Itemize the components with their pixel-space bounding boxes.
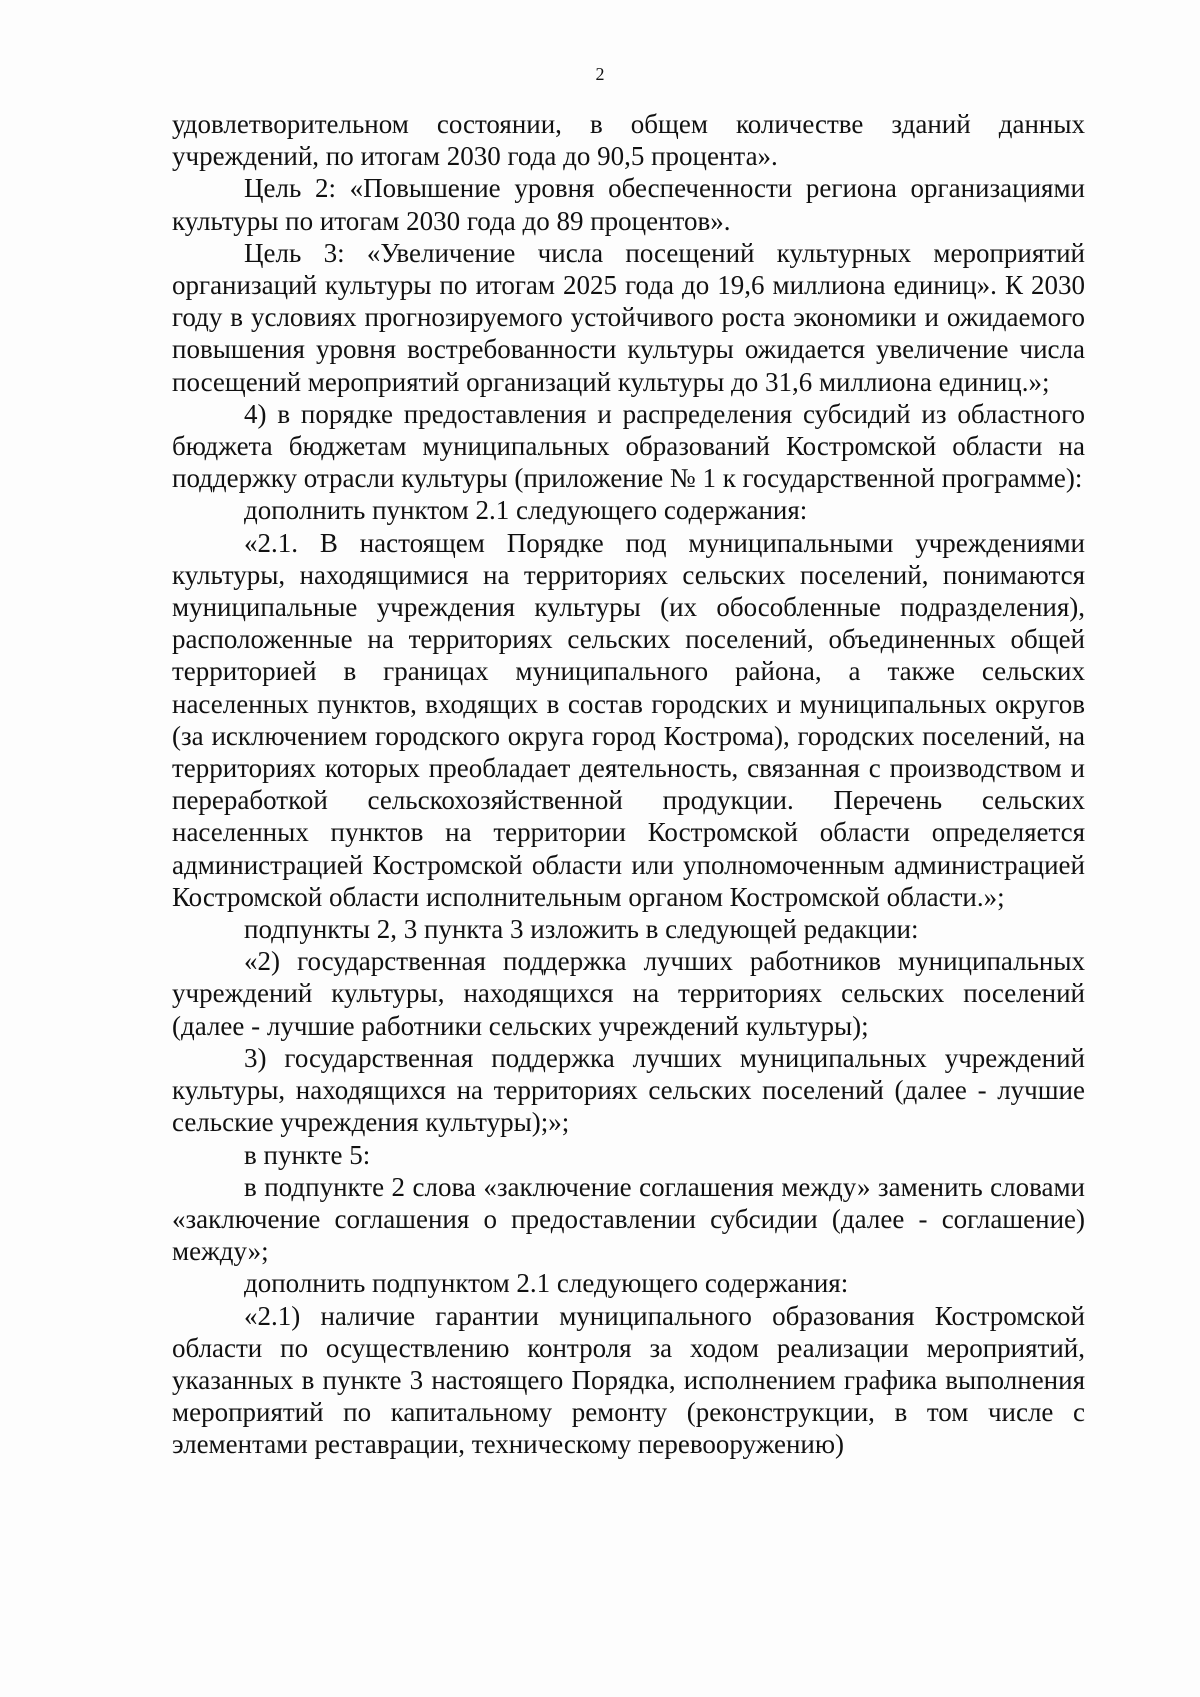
paragraph-add-subpoint-2-1: дополнить подпунктом 2.1 следующего содержания: xyxy=(244,1268,849,1299)
paragraph-clause-2-1: «2.1. В настоящем Порядке под муниципальными учреждениями культуры, находящимися на территориях сельских поселений, понимаются муниципальные учреждения культуры (их обособленные подразделения), расположенные на территориях сельских поселений, объединенных общей территорией в границах муниципального района, а также сельских населенных пунктов, входящих в состав городских и муниципальных округов (за исключением городского округа город Кострома), городских поселений, на территориях которых преобладает деятельность, связанная с производством и переработкой сельскохозяйственной продукции. Перечень сельских населенных пунктов на территории Костромской области определяется администрацией Костромской области или уполномоченным администрацией Костромской области исполнительным органом Костромской области.»; xyxy=(172,527,1085,912)
document-body xyxy=(172,108,1085,1461)
paragraph-1: удовлетворительном состоянии, в общем количестве зданий данных учреждений, по итогам 2030 года до 90,5 процента». xyxy=(172,109,1085,172)
paragraph-goal-2: Цель 2: «Повышение уровня обеспеченности региона организациями культуры по итогам 2030 года до 89 процентов». xyxy=(172,173,1085,236)
paragraph-add-2-1: дополнить пунктом 2.1 следующего содержания: xyxy=(244,495,808,526)
paragraph-item-4: 4) в порядке предоставления и распределения субсидий из областного бюджета бюджетам муниципальных образований Костромской области на поддержку отрасли культуры (приложение № 1 к государственной программе): xyxy=(172,398,1085,494)
paragraph-subpoint-2-replace: в подпункте 2 слова «заключение соглашения между» заменить словами «заключение соглашения о предоставлении субсидии (далее - соглашение) между»; xyxy=(172,1171,1085,1267)
paragraph-subitems-2-3: подпункты 2, 3 пункта 3 изложить в следующей редакции: xyxy=(244,914,919,945)
paragraph-goal-3: Цель 3: «Увеличение числа посещений культурных мероприятий организаций культуры по итогам 2025 года до 19,6 миллиона единиц». К 2030 году в условиях прогнозируемого устойчивого роста экономики и ожидаемого повышения уровня востребованности культуры ожидается увеличение числа посещений мероприятий организаций культуры до 31,6 миллиона единиц.»; xyxy=(172,237,1085,397)
paragraph-subitem-3: 3) государственная поддержка лучших муниципальных учреждений культуры, находящихся на территориях сельских поселений (далее - лучшие сельские учреждения культуры);»; xyxy=(172,1042,1085,1138)
paragraph-subitem-2: «2) государственная поддержка лучших работников муниципальных учреждений культуры, находящихся на территориях сельских поселений (далее - лучшие работники сельских учреждений культуры); xyxy=(172,946,1085,1041)
page-number: 2 xyxy=(595,64,605,84)
paragraph-subpoint-2-1: «2.1) наличие гарантии муниципального образования Костромской области по осуществлению контроля за ходом реализации мероприятий, указанных в пункте 3 настоящего Порядка, исполнением графика выполнения мероприятий по капитальному ремонту (реконструкции, в том числе с элементами реставрации, техническому перевооружению) xyxy=(172,1300,1085,1460)
paragraph-point-5: в пункте 5: xyxy=(244,1139,371,1170)
